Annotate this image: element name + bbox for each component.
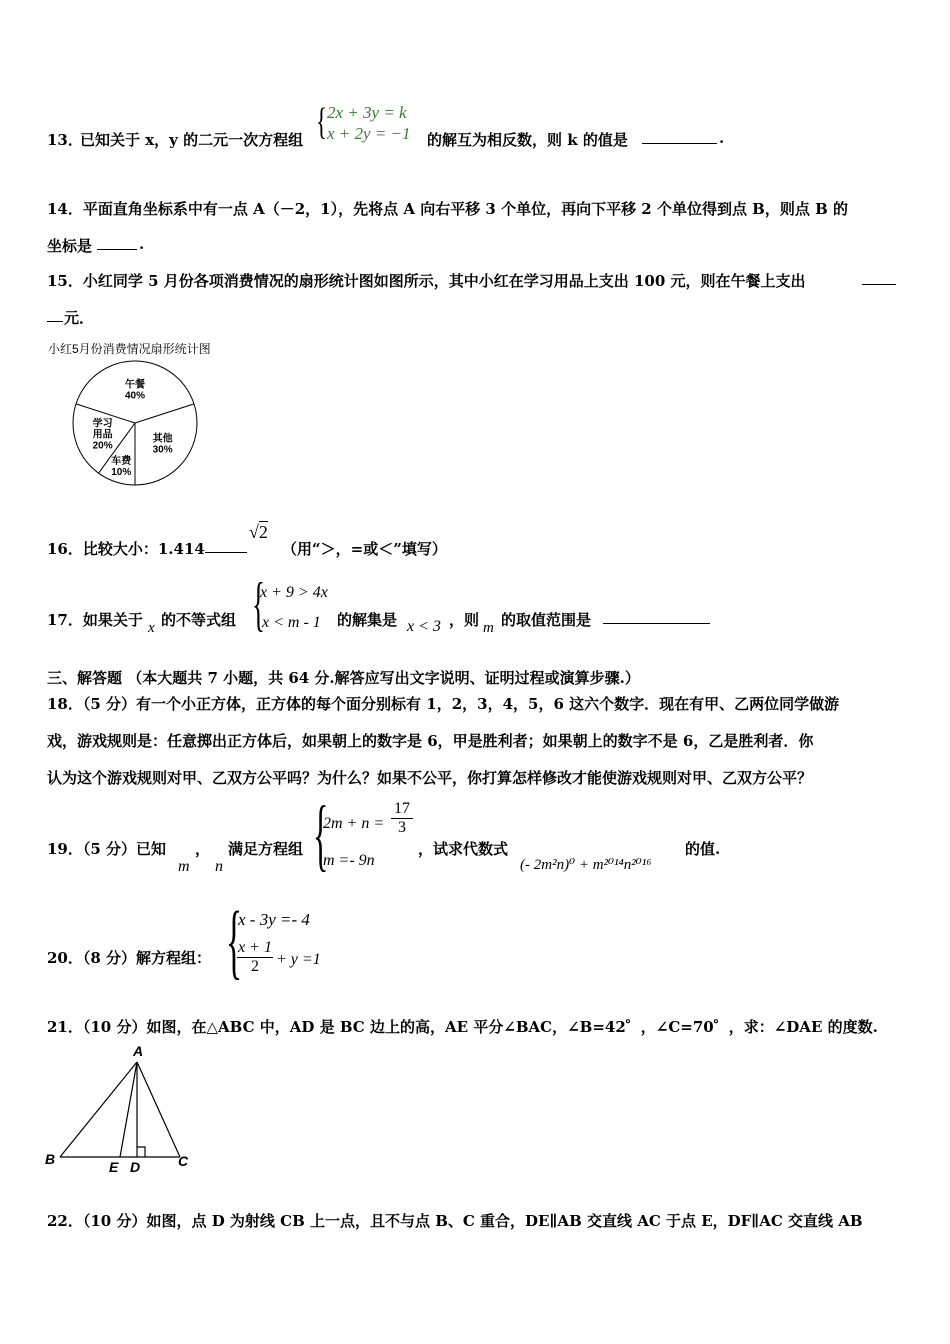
q19-eq1-frac bbox=[391, 800, 413, 837]
q17-brace: { bbox=[252, 571, 265, 637]
section3-heading: 三、解答题 （本大题共 7 小题，共 64 分.解答应写出文字说明、证明过程或演算步骤.） bbox=[47, 669, 640, 687]
pie-slice-label: 40% bbox=[124, 390, 146, 402]
q13-eq2: x + 2y = −1 bbox=[327, 124, 411, 143]
q14-answer-blank[interactable] bbox=[97, 235, 137, 254]
q21-bisector-ae bbox=[120, 1062, 137, 1157]
q20-eq2-num: x + 1 bbox=[238, 939, 272, 956]
q20-eq1: x - 3y =- 4 bbox=[238, 910, 310, 929]
q22-text: 22．（10 分）如图，点 D 为射线 CB 上一点，且不与点 B、C 重合，DE∥AB 交直线 AC 于点 E，DF∥AC 交直线 AB bbox=[47, 1212, 863, 1230]
q17-number: 17．如果关于 bbox=[47, 611, 143, 629]
q16-sqrt-arg: 2 bbox=[258, 522, 268, 542]
pie-chart bbox=[60, 355, 210, 495]
q16-number: 16．比较大小：1.414 bbox=[47, 540, 205, 558]
q19-text-mid: 满足方程组 bbox=[228, 840, 304, 858]
pie-slice-label: 其他 bbox=[152, 433, 173, 445]
q19-eq2: m =- 9n bbox=[323, 852, 375, 869]
pie-slice-label: 10% bbox=[111, 467, 132, 478]
pie-slice-label: 20% bbox=[92, 440, 113, 452]
q19-eq1-den: 3 bbox=[398, 819, 406, 836]
q21-right-angle-mark bbox=[137, 1147, 145, 1157]
q13-number: 13． bbox=[47, 131, 83, 149]
q13-answer-blank[interactable] bbox=[642, 129, 717, 148]
q17-text-post: 的取值范围是 bbox=[501, 611, 592, 629]
q21-label-e: E bbox=[109, 1159, 119, 1175]
q19-brace: { bbox=[313, 791, 329, 879]
q19-comma: ， bbox=[195, 840, 211, 858]
q21-label-a: A bbox=[133, 1043, 144, 1059]
q18-line3: 认为这个游戏规则对甲、乙双方公平吗？为什么？如果不公平，你打算怎样修改才能使游戏规则对甲、乙双方公平？ bbox=[47, 769, 813, 787]
q15-answer-blank-a[interactable] bbox=[862, 270, 896, 289]
q17-solset-pre: 的解集是 bbox=[337, 611, 398, 629]
q19-eq1-left: 2m + n = bbox=[323, 815, 385, 832]
pie-slice-label: 学习 bbox=[92, 418, 113, 430]
q21-side-ab bbox=[60, 1062, 137, 1157]
pie-slice-label: 30% bbox=[152, 444, 173, 456]
q13-eq1: 2x + 3y = k bbox=[327, 103, 407, 122]
q17-ineq2: x < m - 1 bbox=[262, 614, 321, 631]
q17-ineq1: x + 9 > 4x bbox=[260, 584, 328, 601]
q17-answer-blank[interactable] bbox=[603, 609, 710, 628]
q17-var-x: x bbox=[148, 620, 155, 636]
q21-text: 21．（10 分）如图，在△ABC 中，AD 是 BC 边上的高，AE 平分∠BAC，∠B=42゜，∠C=70゜，求：∠DAE 的度数. bbox=[47, 1018, 878, 1036]
q16-text-post: （用“＞，=或＜”填写） bbox=[282, 540, 447, 558]
q14-end: . bbox=[139, 235, 145, 253]
q20-eq2-frac bbox=[237, 939, 273, 976]
q15-line1: 15．小红同学 5 月份各项消费情况的扇形统计图如图所示，其中小红在学习用品上支出 100 元，则在午餐上支出 bbox=[47, 272, 806, 290]
q17-then: ，则 bbox=[449, 611, 480, 629]
q20-number: 20．（8 分）解方程组： bbox=[47, 949, 212, 967]
q21-label-d: D bbox=[130, 1159, 141, 1175]
q14-line2: 坐标是 bbox=[47, 237, 93, 255]
q20-eq2-den: 2 bbox=[251, 958, 259, 975]
q19-expression: (- 2m²n)⁰ + m²⁰¹⁴n²⁰¹⁶ bbox=[520, 857, 652, 873]
q13-brace: { bbox=[316, 101, 327, 143]
q19-var-m: m bbox=[178, 858, 190, 875]
q17-var-m: m bbox=[483, 620, 494, 636]
q18-line1: 18．（5 分）有一个小正方体，正方体的每个面分别标有 1，2，3，4，5，6 这六个数字．现在有甲、乙两位同学做游 bbox=[47, 695, 840, 713]
q18-line2: 戏，游戏规则是：任意掷出正方体后，如果朝上的数字是 6，甲是胜利者；如果朝上的数字不是 6，乙是胜利者．你 bbox=[47, 732, 814, 750]
q15-line2-end: 元． bbox=[64, 309, 95, 327]
q13-text-post: 的解互为相反数，则 k 的值是 bbox=[427, 131, 628, 149]
q13-text-pre: 已知关于 x，y 的二元一次方程组 bbox=[80, 131, 304, 149]
q19-var-n: n bbox=[215, 858, 223, 875]
q19-eq1-num: 17 bbox=[391, 800, 413, 819]
q17-solset: x < 3 bbox=[407, 618, 441, 635]
q21-triangle-figure bbox=[40, 1040, 200, 1175]
q15-answer-blank-b[interactable] bbox=[47, 307, 63, 326]
q13-end: . bbox=[719, 129, 725, 147]
q21-side-ac bbox=[137, 1062, 180, 1157]
q21-label-c: C bbox=[178, 1153, 189, 1169]
q20-brace: { bbox=[226, 895, 243, 988]
q14-line1: 14．平面直角坐标系中有一点 A（－2，1），先将点 A 向右平移 3 个单位，再向下平移 2 个单位得到点 B，则点 B 的 bbox=[47, 200, 848, 218]
pie-chart-title: 小红5月份消费情况扇形统计图 bbox=[48, 342, 211, 356]
pie-slice-label: 车费 bbox=[111, 456, 132, 467]
q17-text-mid: 的不等式组 bbox=[161, 611, 237, 629]
pie-slice-label: 用品 bbox=[92, 429, 113, 441]
q21-label-b: B bbox=[45, 1151, 56, 1167]
q19-end: 的值. bbox=[685, 840, 721, 858]
pie-slice-label: 午餐 bbox=[125, 379, 145, 391]
q16-answer-blank[interactable] bbox=[205, 538, 247, 557]
sqrt-sign-icon: √ bbox=[249, 522, 259, 542]
q20-eq2-rest: + y =1 bbox=[276, 951, 321, 968]
q19-number: 19．（5 分）已知 bbox=[47, 840, 167, 858]
q19-text-post: ，试求代数式 bbox=[418, 840, 509, 858]
q16-sqrt bbox=[249, 522, 268, 543]
